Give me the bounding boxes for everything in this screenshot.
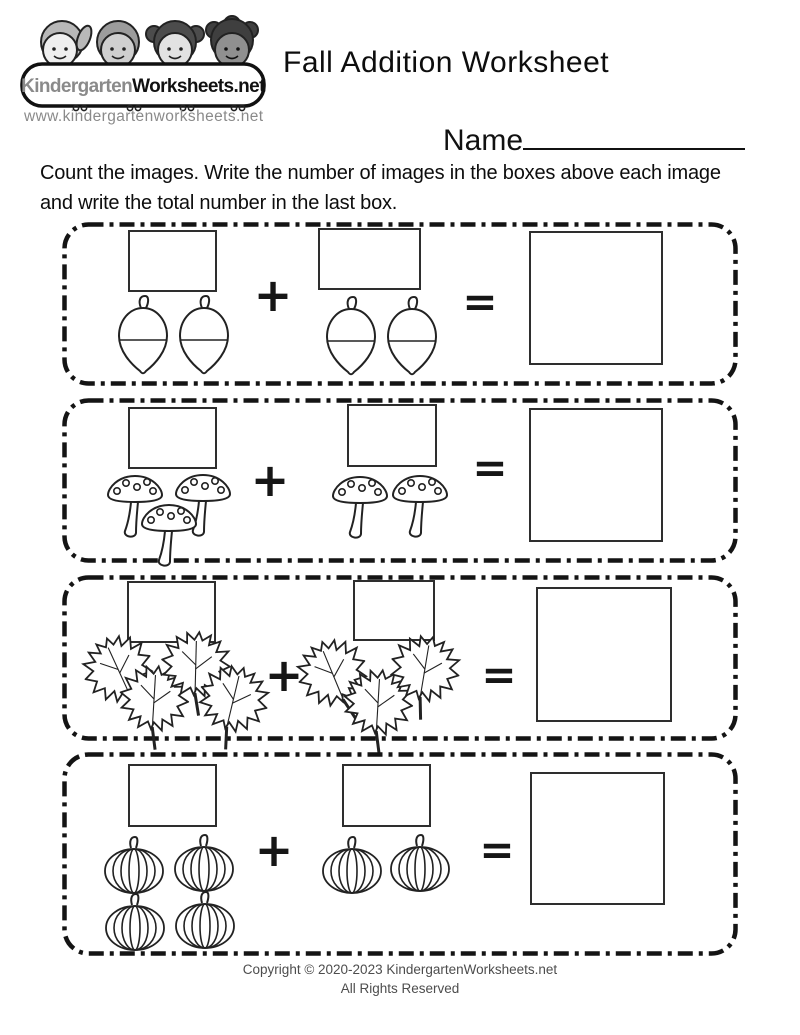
addend-count-box-left[interactable] <box>128 764 217 827</box>
name-field <box>443 124 745 158</box>
logo-kid-boy <box>97 21 139 67</box>
problem-row-3 <box>62 575 738 741</box>
problem-row-2 <box>62 398 738 563</box>
pumpkin-image <box>104 892 166 952</box>
problem-row-4 <box>62 752 738 956</box>
site-logo <box>18 12 268 112</box>
pumpkin-image <box>321 835 383 895</box>
equals-sign: = <box>462 277 498 326</box>
equals-sign: = <box>472 443 508 492</box>
pumpkin-image <box>174 890 236 950</box>
addend-count-box-right[interactable] <box>342 764 431 827</box>
pumpkin-image <box>103 835 165 895</box>
instructions-line-2: and write the total number in the last box. <box>40 192 398 214</box>
website-url: www.kindergartenworksheets.net <box>24 108 264 125</box>
acorn-image <box>112 294 174 378</box>
logo-kid-girl-ponytail <box>41 21 94 67</box>
logo-kid-girl-pigtails <box>146 21 204 67</box>
mushroom-image <box>139 501 199 573</box>
addend-count-box-left[interactable] <box>128 407 217 469</box>
addend-count-box-right[interactable] <box>347 404 437 467</box>
name-blank-line[interactable] <box>523 148 745 150</box>
rights-text: All Rights Reserved <box>340 981 460 996</box>
logo-wordmark: KindergartenWorksheets.net <box>21 76 265 97</box>
name-label: Name <box>443 124 524 157</box>
sum-box[interactable] <box>536 587 672 722</box>
mushroom-image <box>390 472 450 544</box>
addend-count-box-right[interactable] <box>318 228 421 290</box>
pumpkin-image <box>173 833 235 893</box>
equals-sign: = <box>479 825 515 874</box>
problem-row-1 <box>62 222 738 386</box>
page-title: Fall Addition Worksheet <box>283 46 610 79</box>
addend-count-box-left[interactable] <box>128 230 217 292</box>
pumpkin-image <box>389 833 451 893</box>
sum-box[interactable] <box>529 231 663 365</box>
logo-kid-boy-curly <box>206 16 258 67</box>
plus-sign: + <box>253 268 293 322</box>
plus-sign: + <box>254 823 294 877</box>
instructions <box>40 158 785 218</box>
acorn-image <box>381 295 443 379</box>
instructions-line-1: Count the images. Write the number of images in the boxes above each image <box>40 162 721 184</box>
mushroom-image <box>330 473 390 545</box>
equals-sign: = <box>481 650 517 699</box>
acorn-image <box>320 295 382 379</box>
acorn-image <box>173 294 235 378</box>
plus-sign: + <box>264 648 304 702</box>
footer <box>0 960 800 998</box>
sum-box[interactable] <box>530 772 665 905</box>
plus-sign: + <box>250 453 290 507</box>
copyright-text: Copyright © 2020-2023 KindergartenWorksheets.net <box>242 962 558 977</box>
sum-box[interactable] <box>529 408 663 542</box>
